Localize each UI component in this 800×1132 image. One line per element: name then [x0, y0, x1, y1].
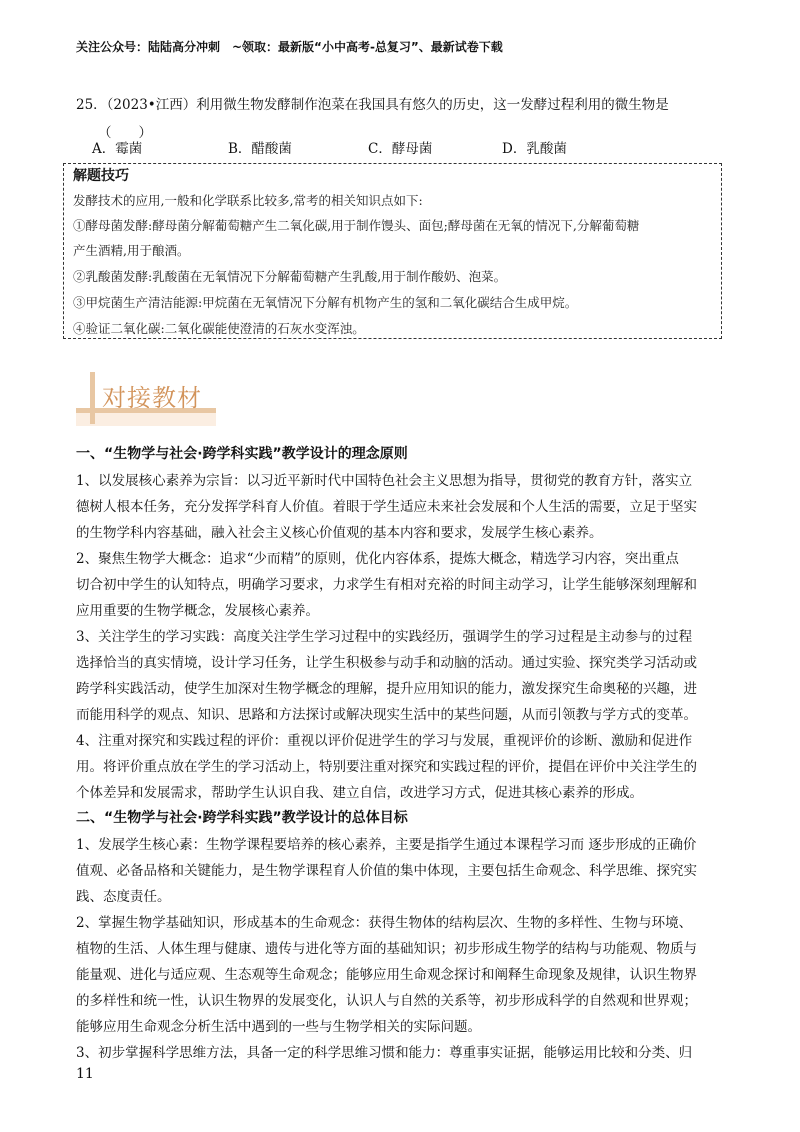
paragraph-line: 1、以发展核心素养为宗旨：以习近平新时代中国特色社会主义思想为指导，贯彻党的教育方针，落实立 [76, 473, 693, 489]
tips-line: 发酵技术的应用,一般和化学联系比较多,常考的相关知识点如下: [73, 193, 423, 208]
section-banner [76, 372, 216, 430]
paragraph-line: 的多样性和统一性，认识生物界的发展变化，认识人与自然的关系等，初步形成科学的自然观和世界观； [76, 993, 697, 1009]
paragraph-line: 用。将评价重点放在学生的学习活动上，特别要注重对探究和实践过程的评价，提倡在评价中关注学生的 [76, 759, 697, 775]
paragraph-line: 的生物学科内容基础，融入社会主义核心价值观的基本内容和要求，发展学生核心素养。 [76, 525, 603, 541]
option-a: A．霉菌 [92, 141, 143, 157]
paragraph-line: 植物的生活、人体生理与健康、遗传与进化等方面的基础知识；初步形成生物学的结构与功能观、物质与 [76, 941, 697, 957]
paragraph-line: 值观、必备品格和关键能力，是生物学课程育人价值的集中体现，主要包括生命观念、科学思维、探究实 [76, 863, 697, 879]
paragraph-line: 践、态度责任。 [76, 889, 171, 905]
paragraph-line: 4、注重对探究和实践过程的评价：重视以评价促进学生的学习与发展，重视评价的诊断、激励和促进作 [76, 733, 693, 749]
answer-blank: （ ） [98, 125, 152, 141]
paragraph-line: 个体差异和发展需求，帮助学生认识自我、建立自信，改进学习方式，促进其核心素养的形成。 [76, 785, 643, 801]
section-2-heading: 二、“生物学与社会·跨学科实践”教学设计的总体目标 [76, 810, 408, 826]
tips-line: ①酵母菌发酵:酵母菌分解葡萄糖产生二氧化碳,用于制作馒头、面包;酵母菌在无氧的情况下,分解葡萄糖 [73, 218, 640, 233]
tips-line: ②乳酸菌发酵:乳酸菌在无氧情况下分解葡萄糖产生乳酸,用于制作酸奶、泡菜。 [73, 269, 507, 284]
paragraph-line: 3、关注学生的学习实践：高度关注学生学习过程中的实践经历，强调学生的学习过程是主动参与的过程 [76, 629, 693, 645]
option-b: B．醋酸菌 [228, 141, 292, 157]
paragraph-line: 而能用科学的观点、知识、思路和方法探讨或解决现实生活中的某些问题，从而引领教与学方式的变革。 [76, 707, 697, 723]
paragraph-line: 应用重要的生物学概念，发展核心素养。 [76, 603, 319, 619]
tips-line: ④验证二氧化碳:二氧化碳能使澄清的石灰水变浑浊。 [73, 321, 365, 336]
question-stem: 25．（2023•江西）利用微生物发酵制作泡菜在我国具有悠久的历史，这一发酵过程利用的微生物是 [76, 97, 669, 113]
section-1-heading: 一、“生物学与社会·跨学科实践”教学设计的理念原则 [76, 446, 408, 462]
paragraph-line: 2、掌握生物学基础知识，形成基本的生命观念：获得生物体的结构层次、生物的多样性、生物与环境、 [76, 915, 693, 931]
tips-title: 解题技巧 [73, 168, 129, 184]
paragraph-line: 能量观、进化与适应观、生态观等生命观念；能够应用生命观念探讨和阐释生命现象及规律，认识生物界 [76, 967, 697, 983]
paragraph-line: 3、初步掌握科学思维方法，具备一定的科学思维习惯和能力：尊重事实证据，能够运用比较和分类、归 [76, 1045, 693, 1061]
option-d: D．乳酸菌 [502, 141, 567, 157]
banner-title: 对接教材 [102, 384, 202, 412]
tips-line: 产生酒精,用于酿酒。 [73, 243, 190, 258]
paragraph-line: 1、发展学生核心素：生物学课程要培养的核心素养，主要是指学生通过本课程学习而 逐步形成的正确价 [76, 837, 697, 853]
paragraph-line: 2、聚焦生物学大概念：追求“少而精”的原则，优化内容体系，提炼大概念，精选学习内容，突出重点 [76, 551, 679, 567]
paragraph-line: 切合初中学生的认知特点，明确学习要求，力求学生有相对充裕的时间主动学习，让学生能够深刻理解和 [76, 577, 697, 593]
page-header: 关注公众号：陆陆高分冲刺 ~领取：最新版“小中高考-总复习”、最新试卷下载 [76, 40, 503, 54]
paragraph-line: 能够应用生命观念分析生活中遇到的一些与生物学相关的实际问题。 [76, 1019, 481, 1035]
paragraph-line: 跨学科实践活动，使学生加深对生物学概念的理解，提升应用知识的能力，激发探究生命奥秘的兴趣，进 [76, 681, 697, 697]
paragraph-line: 选择恰当的真实情境，设计学习任务，让学生积极参与动手和动脑的活动。通过实验、探究类学习活动或 [76, 655, 697, 671]
page-number: 11 [76, 1066, 94, 1082]
paragraph-line: 德树人根本任务，充分发挥学科育人价值。着眼于学生适应未来社会发展和个人生活的需要，立足于坚实 [76, 499, 697, 515]
tips-line: ③甲烷菌生产清洁能源:甲烷菌在无氧情况下分解有机物产生的氢和二氧化碳结合生成甲烷。 [73, 295, 578, 310]
option-c: C．酵母菌 [368, 141, 433, 157]
